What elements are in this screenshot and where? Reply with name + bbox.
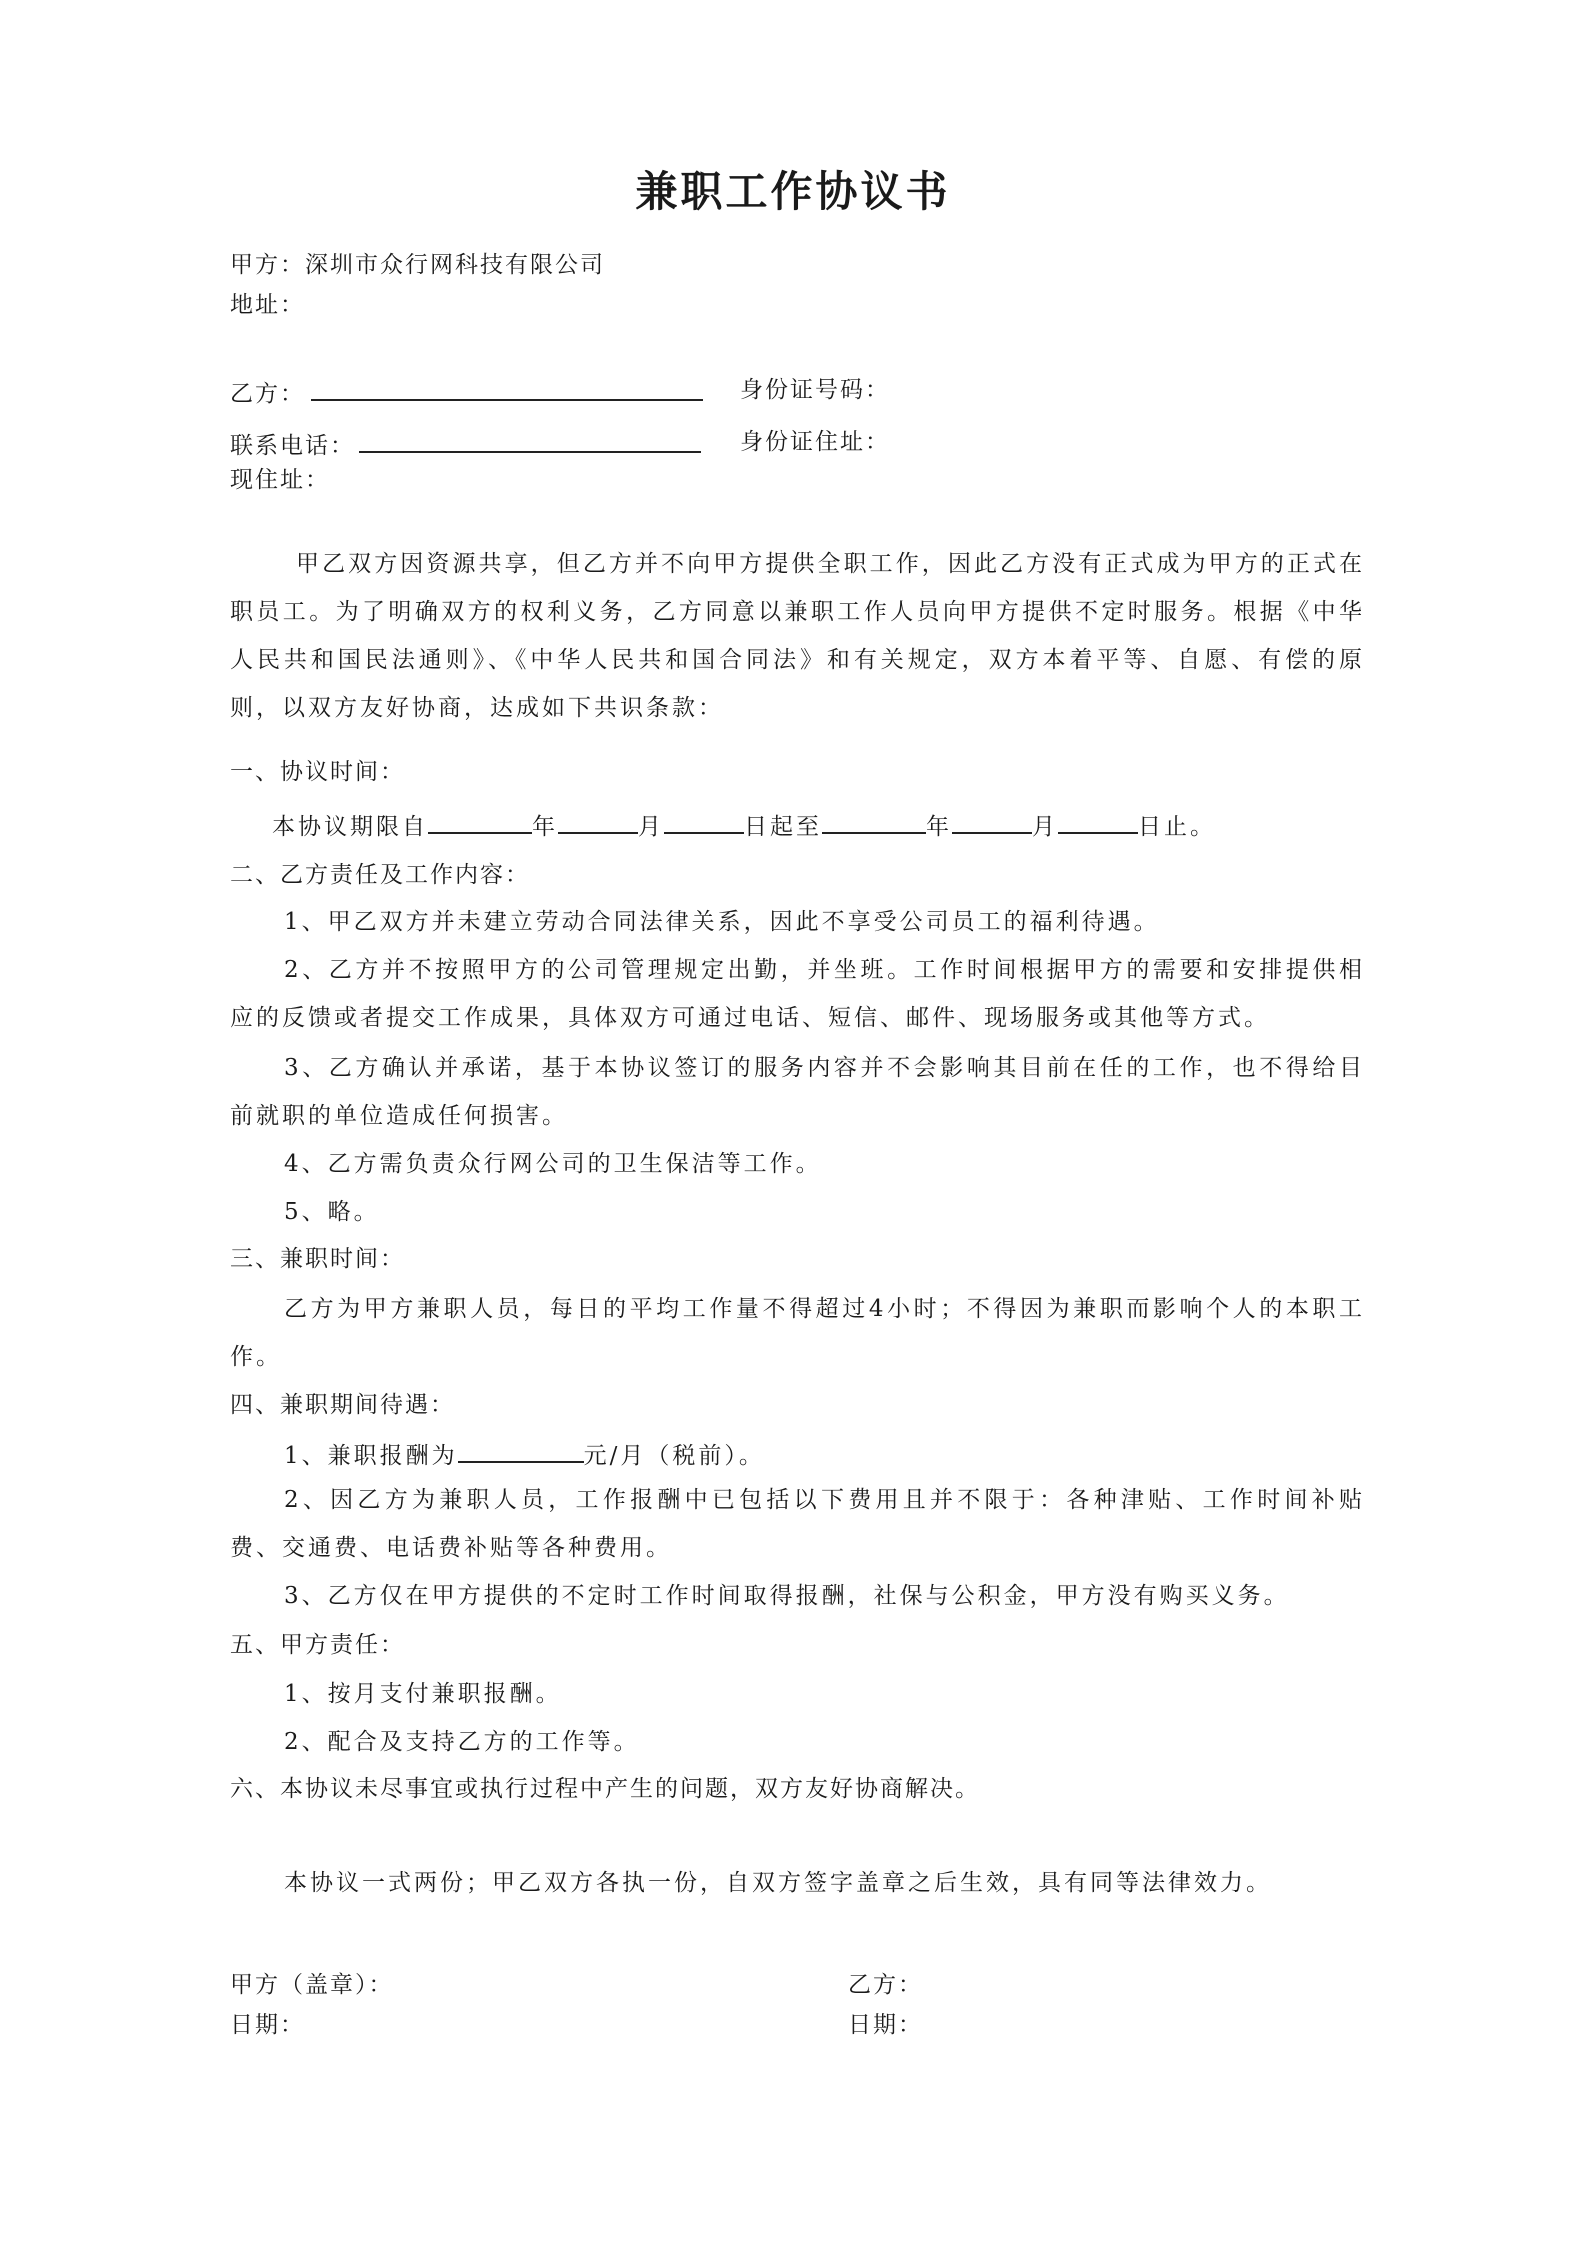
party-a-label: 甲方： (230, 252, 305, 278)
section2-item-3: 3、乙方确认并承诺，基于本协议签订的服务内容并不会影响其目前在任的工作，也不得给目前就职的单位造成任何损害。 (230, 1055, 1365, 1129)
phone-blank[interactable] (359, 427, 701, 453)
year-label-2: 年 (926, 814, 952, 840)
day-to-label: 日止。 (1138, 814, 1216, 840)
current-address-label: 现住址： (230, 467, 330, 493)
phone-label: 联系电话： (230, 433, 355, 459)
start-day-blank[interactable] (664, 808, 744, 834)
party-b-name-blank[interactable] (311, 375, 703, 401)
end-day-blank[interactable] (1058, 808, 1138, 834)
section2-item-2: 2、乙方并不按照甲方的公司管理规定出勤，并坐班。工作时间根据甲方的需要和安排提供相应的反馈或者提交工作成果，具体双方可通过电话、短信、邮件、现场服务或其他等方式。 (230, 957, 1365, 1031)
section4-heading: 四、兼职期间待遇： (230, 1392, 455, 1418)
party-a-name: 深圳市众行网科技有限公司 (305, 252, 605, 278)
section3-heading: 三、兼职时间： (230, 1246, 405, 1272)
end-month-blank[interactable] (952, 808, 1032, 834)
date-b-label: 日期： (848, 2012, 923, 2038)
party-b-label: 乙方： (230, 381, 305, 407)
term-line (272, 808, 1216, 842)
section6-text: 六、本协议未尽事宜或执行过程中产生的问题，双方友好协商解决。 (230, 1776, 980, 1802)
section5-item-1: 1、按月支付兼职报酬。 (284, 1681, 562, 1707)
section2-item-4: 4、乙方需负责众行网公司的卫生保洁等工作。 (284, 1151, 822, 1177)
section3-text: 乙方为甲方兼职人员，每日的平均工作量不得超过4小时；不得因为兼职而影响个人的本职工作。 (230, 1296, 1365, 1370)
intro-paragraph: 甲乙双方因资源共享，但乙方并不向甲方提供全职工作，因此乙方没有正式成为甲方的正式在职员工。为了明确双方的权利义务，乙方同意以兼职工作人员向甲方提供不定时服务。根据《中华人民共和国民法通则》、《中华人民共和国合同法》和有关规定，双方本着平等、自愿、有偿的原则，以双方友好协商，达成如下共识条款： (230, 551, 1365, 721)
section5-heading: 五、甲方责任： (230, 1632, 405, 1658)
id-address-label: 身份证住址： (740, 429, 890, 455)
section2-item-5: 5、略。 (284, 1199, 380, 1225)
closing-text: 本协议一式两份；甲乙双方各执一份，自双方签字盖章之后生效，具有同等法律效力。 (284, 1870, 1272, 1896)
party-a-line (230, 250, 605, 280)
section1-heading: 一、协议时间： (230, 759, 405, 785)
term-prefix: 本协议期限自 (272, 814, 428, 840)
start-year-blank[interactable] (428, 808, 532, 834)
section4-item-3: 3、乙方仅在甲方提供的不定时工作时间取得报酬，社保与公积金，甲方没有购买义务。 (284, 1583, 1290, 1609)
party-b-line (230, 375, 703, 409)
start-month-blank[interactable] (558, 808, 638, 834)
day-from-label: 日起至 (744, 814, 822, 840)
id-number-label: 身份证号码： (740, 377, 890, 403)
phone-line (230, 427, 701, 461)
pay-prefix: 1、兼职报酬为 (284, 1443, 458, 1469)
month-label-2: 月 (1032, 814, 1058, 840)
year-label: 年 (532, 814, 558, 840)
section2-item-1: 1、甲乙双方并未建立劳动合同法律关系，因此不享受公司员工的福利待遇。 (284, 909, 1160, 935)
pay-amount-blank[interactable] (458, 1437, 584, 1463)
pay-line (284, 1437, 765, 1471)
section5-item-2: 2、配合及支持乙方的工作等。 (284, 1729, 640, 1755)
document-title: 兼职工作协议书 (635, 167, 951, 216)
party-b-sign-label: 乙方： (848, 1972, 923, 1998)
party-a-address-label: 地址： (230, 292, 305, 318)
date-a-label: 日期： (230, 2012, 305, 2038)
pay-suffix: 元/月（税前）。 (583, 1443, 765, 1469)
end-year-blank[interactable] (822, 808, 926, 834)
section4-item-2: 2、因乙方为兼职人员，工作报酬中已包括以下费用且并不限于：各种津贴、工作时间补贴费、交通费、电话费补贴等各种费用。 (230, 1487, 1365, 1561)
party-a-seal-label: 甲方（盖章）： (230, 1972, 394, 1998)
section2-heading: 二、乙方责任及工作内容： (230, 862, 530, 888)
month-label: 月 (638, 814, 664, 840)
